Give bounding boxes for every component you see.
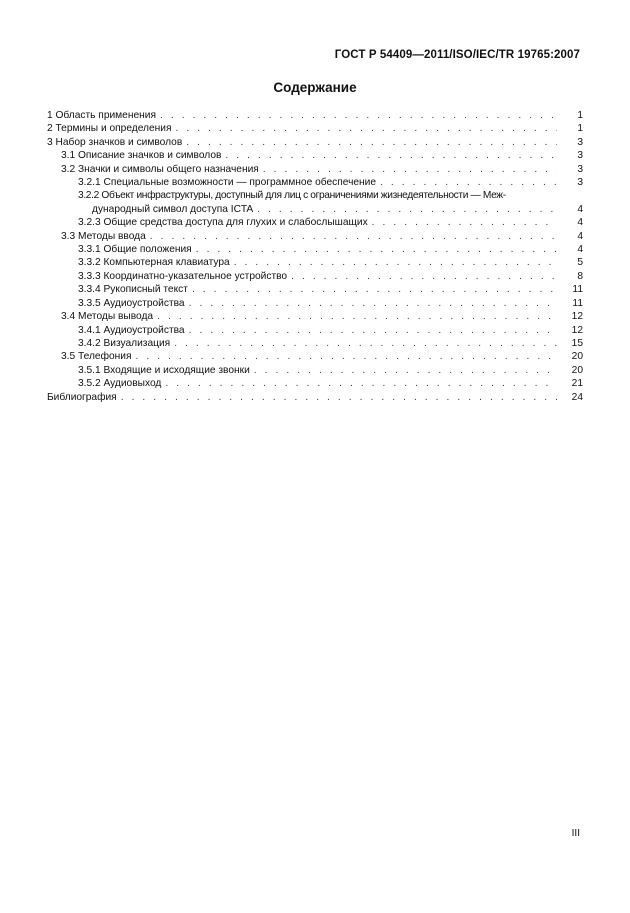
toc-entry[interactable] — [47, 109, 583, 122]
page-title: Содержание — [273, 80, 357, 95]
toc-entry-title: 3.5.2 Аудиовыход — [78, 378, 162, 390]
toc-entry-page: 20 — [571, 351, 583, 363]
toc-entry[interactable] — [47, 297, 583, 310]
toc-entry[interactable] — [47, 350, 583, 363]
toc-leader-dots — [291, 270, 557, 283]
toc-entry[interactable] — [47, 163, 583, 176]
toc-entry-page: 11 — [572, 297, 583, 309]
toc-entry-number: 1 — [47, 110, 56, 121]
toc-leader-dots — [135, 350, 557, 363]
toc-entry[interactable] — [47, 324, 583, 337]
toc-entry-page: 3 — [577, 136, 583, 148]
toc-entry[interactable] — [47, 337, 583, 350]
toc-entry[interactable] — [47, 122, 583, 135]
toc-entry-title: Термины и определения — [55, 123, 172, 135]
toc-entry-page: 20 — [571, 364, 583, 376]
toc-entry-page: 4 — [577, 230, 583, 242]
toc-entry[interactable] — [47, 270, 583, 283]
toc-leader-dots — [263, 163, 557, 176]
toc-leader-dots — [157, 310, 557, 323]
toc-leader-dots — [186, 136, 557, 149]
toc-entry-title: 3.3.2 Компьютерная клавиатура — [78, 257, 230, 269]
toc-leader-dots — [225, 149, 557, 162]
toc-entry-page: 8 — [577, 270, 583, 282]
toc-entry-title: 3.2.3 Общие средства доступа для глухих и слабослышащих — [78, 217, 368, 229]
toc-entry-page: 4 — [577, 244, 583, 256]
toc-entry-title: 3.4.1 Аудиоустройства — [78, 324, 185, 336]
toc-entry[interactable] — [47, 136, 583, 149]
toc-entry-title: 3.5 Телефония — [61, 351, 132, 363]
toc-entry-title: 3.3.4 Рукописный текст — [78, 284, 188, 296]
toc-leader-dots — [189, 297, 557, 310]
toc-entry-page: 3 — [577, 163, 583, 175]
toc-entry-title: 3.5.1 Входящие и исходящие звонки — [78, 364, 250, 376]
toc-entry[interactable] — [47, 216, 583, 229]
toc-entry-number: 3 — [47, 136, 56, 148]
toc-leader-dots — [121, 391, 557, 404]
toc-leader-dots — [165, 377, 557, 390]
toc-entry[interactable] — [47, 283, 583, 296]
toc-entry-title: Набор значков и символов — [55, 136, 183, 148]
toc-leader-dots — [257, 203, 557, 216]
toc-entry[interactable] — [47, 391, 583, 404]
toc-entry-title: 3.2.1 Специальные возможности — программное обеспечение — [78, 177, 377, 189]
toc-leader-dots — [189, 324, 557, 337]
toc-entry-page: 5 — [577, 257, 583, 269]
toc-entry-title: 3.2 Значки и символы общего назначения — [61, 163, 259, 175]
toc-entry[interactable] — [47, 256, 583, 269]
toc-leader-dots — [174, 337, 557, 350]
toc-entry-title: 3.3.5 Аудиоустройства — [78, 297, 185, 309]
toc-entry-page: 11 — [572, 284, 583, 296]
toc-entry-title: 3.4.2 Визуализация — [78, 337, 171, 349]
toc-entry-page: 4 — [577, 217, 583, 229]
toc-leader-dots — [175, 122, 557, 135]
document-code-header: ГОСТ Р 54409—2011/ISO/IEC/TR 19765:2007 — [334, 49, 580, 61]
toc-entry-page: 3 — [577, 177, 583, 189]
toc-entry-title: 3.3.3 Координатно-указательное устройство — [78, 270, 288, 282]
toc-entry-multiline[interactable] — [47, 189, 583, 216]
toc-entry-page: 21 — [571, 378, 583, 390]
toc-entry-page: 4 — [577, 203, 583, 215]
toc-entry-title: 3.3.1 Общие положения — [78, 244, 192, 256]
toc-entry-number: 2 — [47, 123, 56, 135]
toc-entry[interactable] — [47, 149, 583, 162]
toc-entry[interactable] — [47, 310, 583, 323]
toc-entry[interactable] — [47, 243, 583, 256]
toc-entry-page: 12 — [571, 311, 583, 323]
toc-entry[interactable] — [47, 230, 583, 243]
toc-leader-dots — [160, 109, 557, 122]
toc-entry-page: 12 — [571, 324, 583, 336]
toc-entry-page: 1 — [577, 123, 583, 135]
toc-leader-dots — [234, 256, 557, 269]
toc-entry-page: 1 — [577, 110, 583, 121]
toc-entry-page: 3 — [577, 150, 583, 162]
toc-leader-dots — [192, 283, 557, 296]
toc-entry-title: 3.4 Методы вывода — [61, 311, 154, 323]
toc-leader-dots — [196, 243, 557, 256]
toc-entry-title: 3.3 Методы ввода — [61, 230, 146, 242]
toc-entry-page: 24 — [571, 391, 583, 403]
toc-entry[interactable] — [47, 176, 583, 189]
toc-entry-title: Область применения — [55, 110, 156, 121]
toc-leader-dots — [254, 364, 557, 377]
toc-entry-title-line2: дународный символ доступа ICTA — [92, 203, 254, 215]
toc-entry-page: 15 — [571, 337, 583, 349]
page-number: III — [571, 828, 580, 839]
toc-entry[interactable] — [47, 377, 583, 390]
toc-leader-dots — [150, 230, 557, 243]
toc-entry-title-line1: 3.2.2 Объект инфраструктуры, доступный для лиц с ограничениями жизнедеятельности — Меж- — [78, 190, 506, 202]
table-of-contents — [47, 109, 583, 404]
toc-entry[interactable] — [47, 364, 583, 377]
toc-entry-title: Библиография — [47, 391, 117, 403]
toc-leader-dots — [380, 176, 557, 189]
toc-entry-title: 3.1 Описание значков и символов — [61, 150, 222, 162]
toc-leader-dots — [372, 216, 557, 229]
